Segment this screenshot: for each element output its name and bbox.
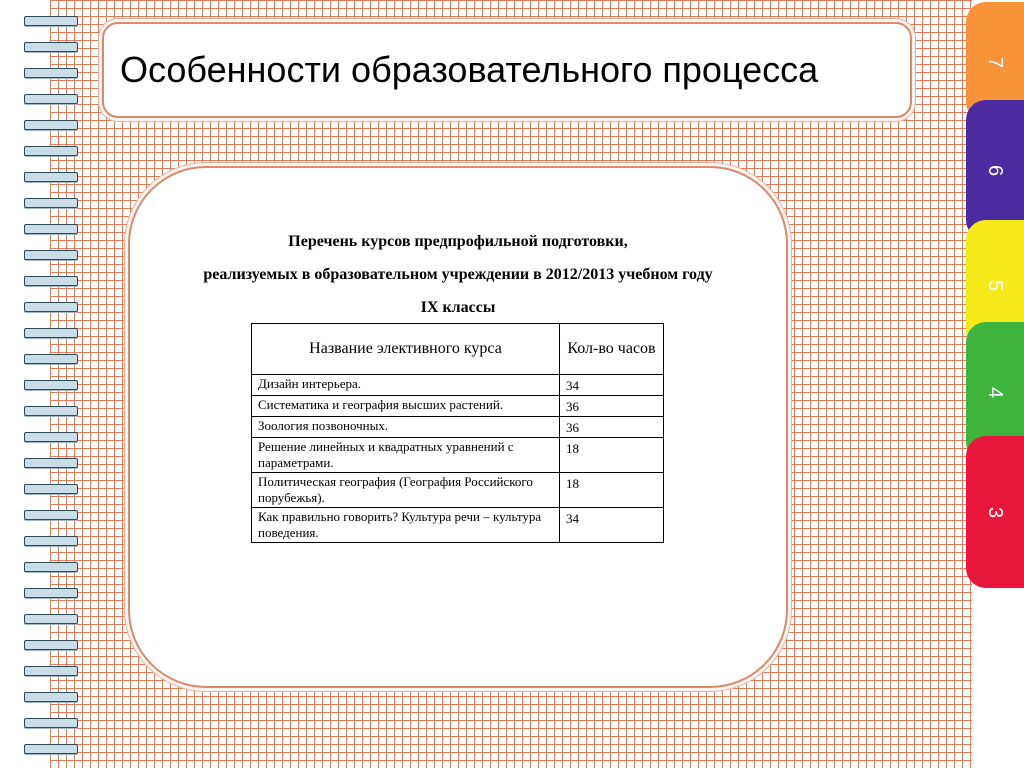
binding-ring [24, 16, 78, 26]
binding-ring [24, 692, 78, 702]
binding-ring [24, 198, 78, 208]
course-name-cell: Дизайн интерьера. [252, 375, 560, 396]
tab-3[interactable] [966, 436, 1024, 588]
binding-ring [24, 68, 78, 78]
table-row [252, 438, 664, 473]
course-name-cell: Зоология позвоночных. [252, 417, 560, 438]
tab-5-label: 5 [984, 279, 1007, 291]
binding-ring [24, 172, 78, 182]
course-name-cell: Решение линейных и квадратных уравнений с параметрами. [252, 438, 560, 473]
table-header-row [252, 324, 664, 375]
table-heading-line2: реализуемых в образовательном учреждении в 2012/2013 учебном году [203, 266, 713, 283]
hours-cell: 36 [560, 417, 664, 438]
hours-cell: 34 [560, 508, 664, 543]
slide-title: Особенности образовательного процесса [120, 49, 819, 90]
binding-ring [24, 328, 78, 338]
binding-ring [24, 484, 78, 494]
binding-ring [24, 302, 78, 312]
table-row [252, 508, 664, 543]
course-name-cell: Политическая география (География Российского порубежья). [252, 473, 560, 508]
binding-ring [24, 120, 78, 130]
binding-ring [24, 666, 78, 676]
course-name-cell: Систематика и география высших растений. [252, 396, 560, 417]
tab-6-label: 6 [984, 164, 1007, 176]
binding-ring [24, 224, 78, 234]
hours-cell: 18 [560, 473, 664, 508]
binding-ring [24, 354, 78, 364]
tab-6[interactable] [966, 100, 1024, 240]
binding-ring [24, 458, 78, 468]
course-name-cell: Как правильно говорить? Культура речи – культура поведения. [252, 508, 560, 543]
binding-ring [24, 94, 78, 104]
tab-7-label: 7 [984, 56, 1007, 68]
title-box [102, 22, 912, 118]
binding-ring [24, 744, 78, 754]
binding-ring [24, 432, 78, 442]
content-card [128, 166, 788, 688]
binding-ring [24, 406, 78, 416]
binding-ring [24, 276, 78, 286]
tab-4-label: 4 [984, 386, 1007, 398]
binding-ring [24, 146, 78, 156]
table-heading-line1: Перечень курсов предпрофильной подготовки, [288, 233, 628, 250]
hours-cell: 18 [560, 438, 664, 473]
hours-cell: 36 [560, 396, 664, 417]
table-row [252, 375, 664, 396]
binding-ring [24, 536, 78, 546]
table-row [252, 417, 664, 438]
binding-ring [24, 614, 78, 624]
binding-ring [24, 380, 78, 390]
binding-ring [24, 640, 78, 650]
table-row [252, 396, 664, 417]
courses-table [251, 323, 664, 543]
table-heading-line3: IX классы [420, 299, 496, 316]
binding-ring [24, 510, 78, 520]
binding-ring [24, 588, 78, 598]
hours-cell: 34 [560, 375, 664, 396]
binding-ring [24, 42, 78, 52]
column-header-course: Название элективного курса [252, 324, 560, 375]
table-row [252, 473, 664, 508]
binding-ring [24, 562, 78, 572]
binding-ring [24, 250, 78, 260]
column-header-hours: Кол-во часов [560, 324, 664, 375]
binding-ring [24, 718, 78, 728]
tab-3-label: 3 [984, 506, 1007, 518]
